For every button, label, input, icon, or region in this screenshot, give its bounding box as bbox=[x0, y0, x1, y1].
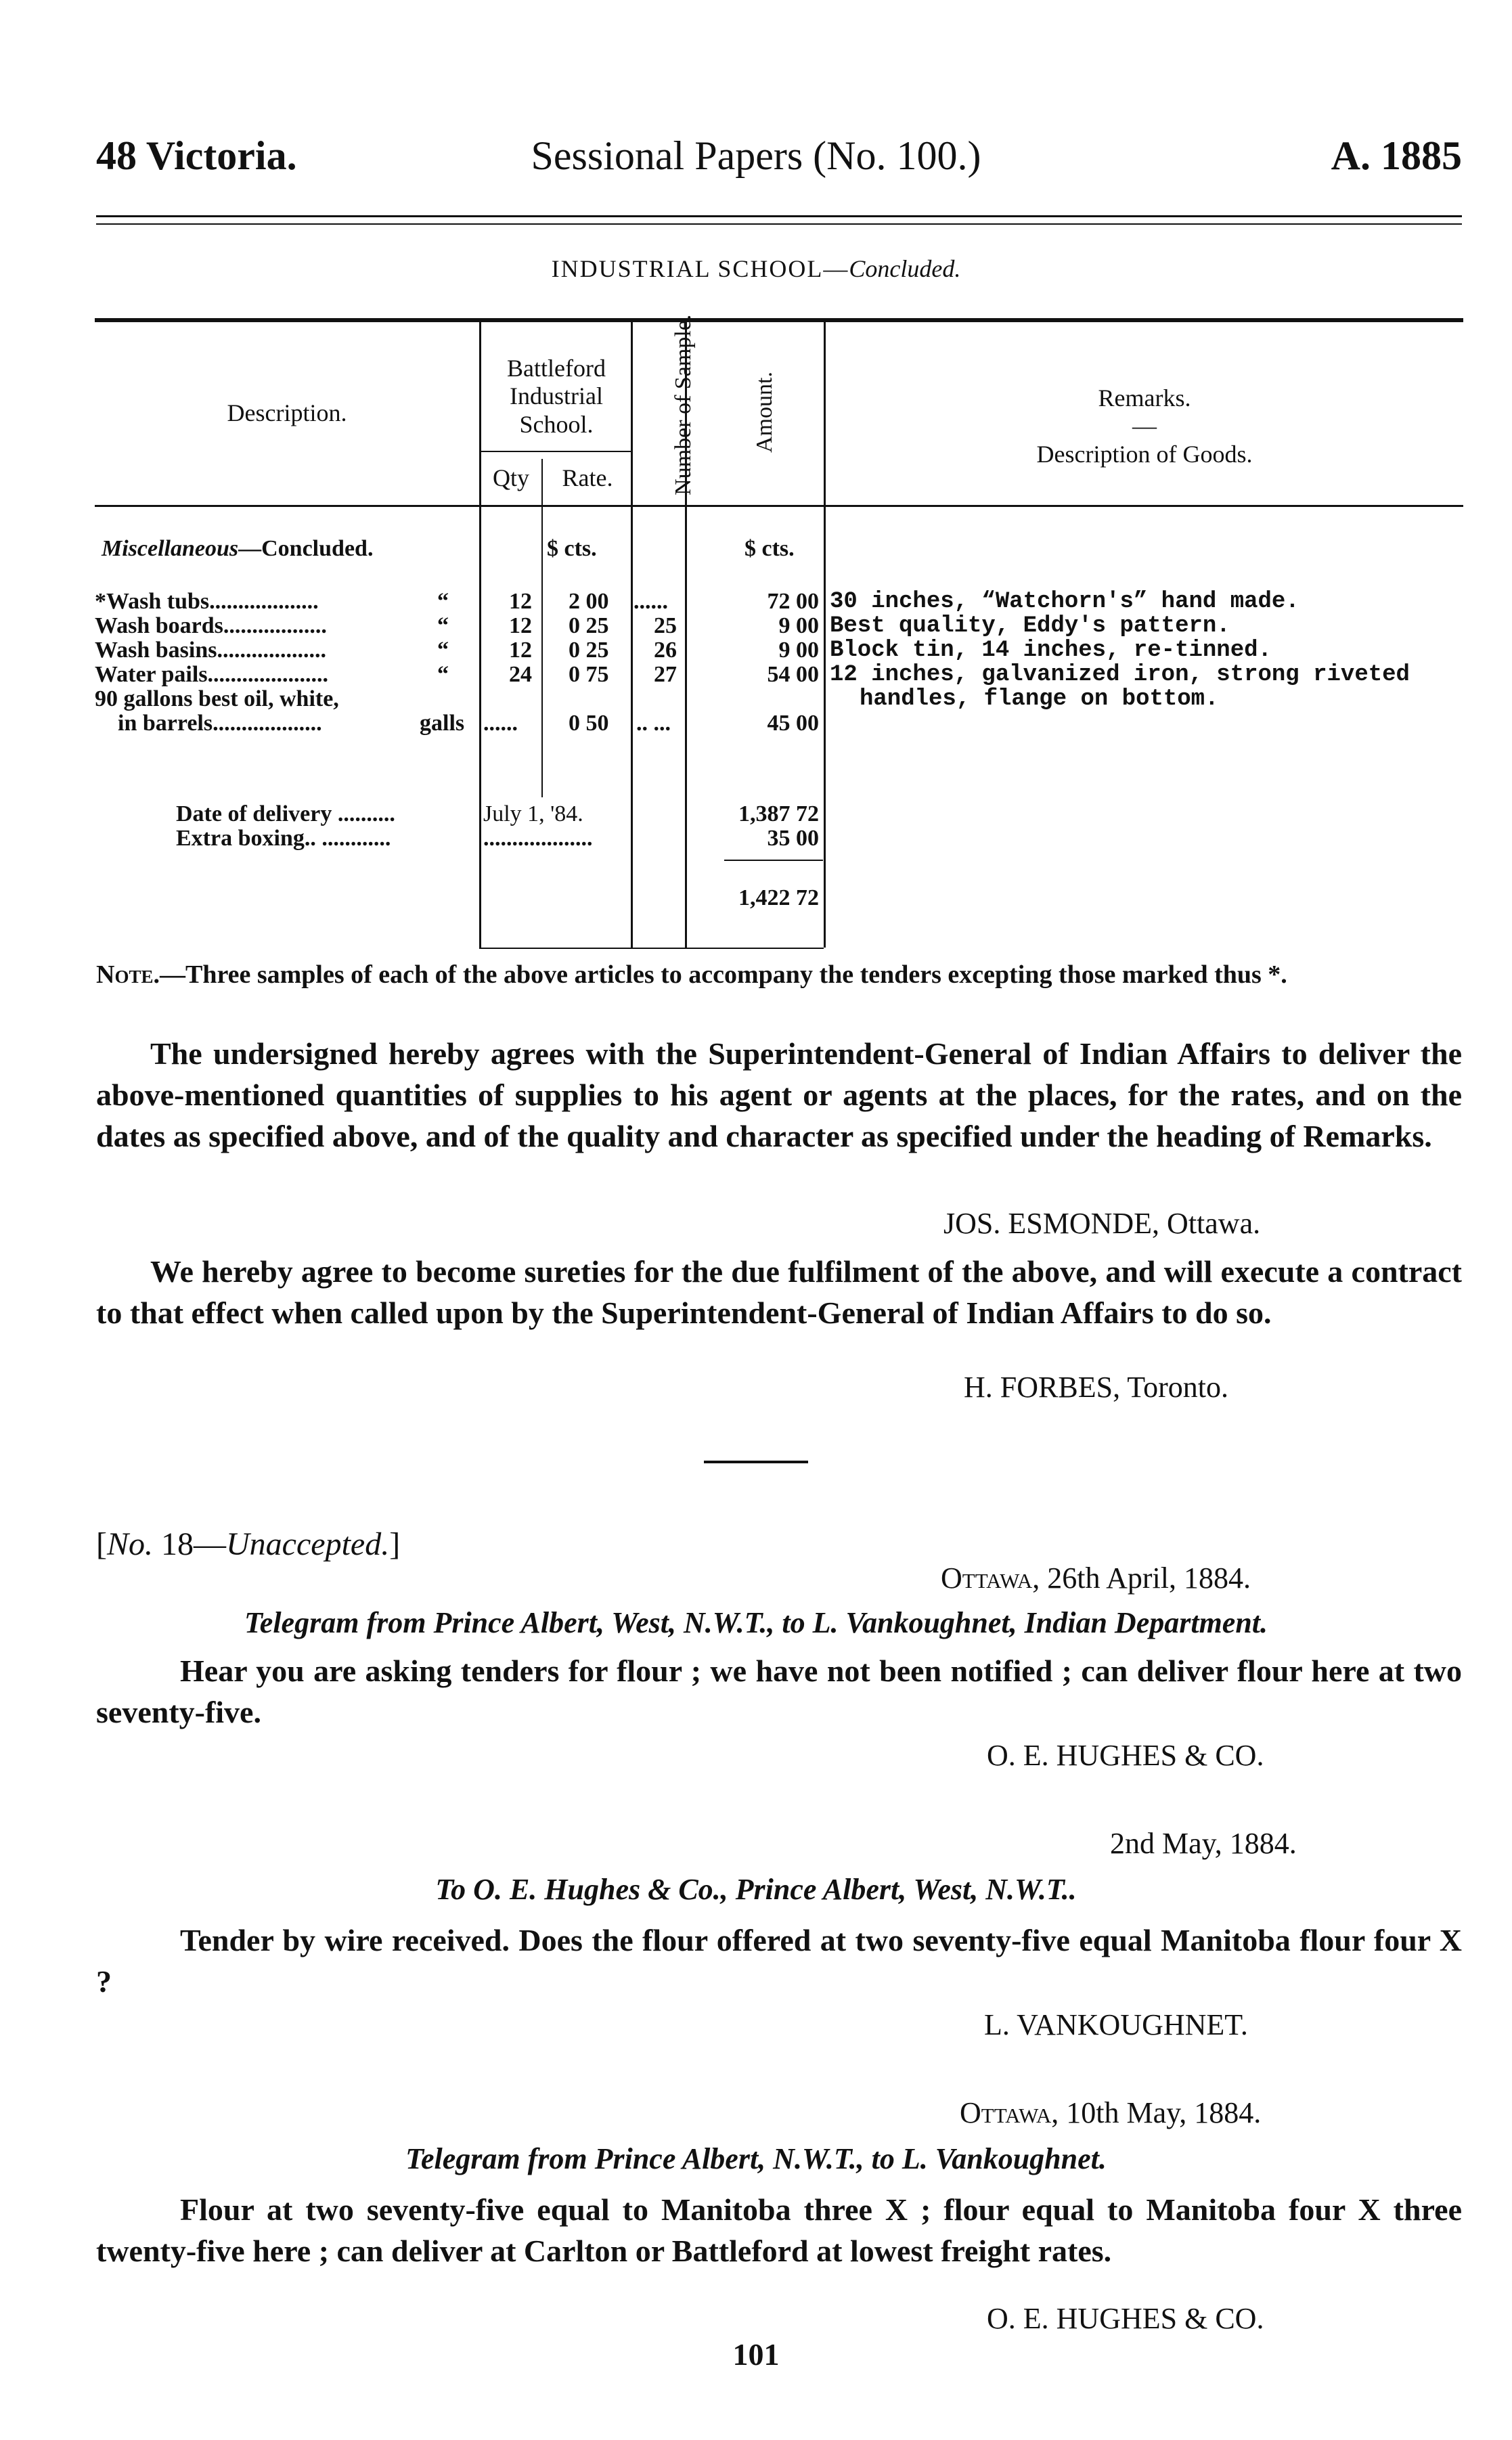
th-rate: Rate. bbox=[562, 464, 613, 491]
row-amount: 45 00 bbox=[767, 711, 819, 736]
supplies-table bbox=[95, 314, 1463, 954]
row-rate: 0 75 bbox=[569, 662, 609, 687]
row-sample: .. ... bbox=[636, 711, 671, 736]
agreement-paragraph: The undersigned hereby agrees with the Superintendent-General of Indian Affairs to deliver the above-mentioned quantities of supplies to his agent or agents at the places, for the rates, and on the dates as specified above, and of the quality and character as specified under the heading of Remarks. bbox=[96, 1036, 1462, 1154]
row-remarks: 12 inches, galvanized iron, strong riveted bbox=[830, 662, 1410, 688]
item-heading: [No. 18—Unaccepted.] bbox=[96, 1526, 401, 1562]
boxing-label: Extra boxing.. ............ bbox=[176, 826, 391, 851]
subhead-rule bbox=[479, 451, 631, 452]
col-rule bbox=[631, 322, 633, 948]
th-description: Description. bbox=[227, 399, 347, 426]
row-sample: 25 bbox=[654, 613, 677, 638]
table-top-rule bbox=[95, 318, 1463, 322]
telegram2-body: Tender by wire received. Does the flour offered at two seventy-five equal Manitoba flour four X ? bbox=[96, 1923, 1462, 1999]
th-sample: Number of Sample. bbox=[671, 314, 696, 495]
row-rate: 0 50 bbox=[569, 711, 609, 736]
header-bottom-rule bbox=[95, 505, 1463, 507]
telegram3-heading: Telegram from Prince Albert, N.W.T., to L. Vankoughnet. bbox=[405, 2142, 1107, 2175]
total-rule bbox=[724, 860, 823, 861]
row-amount: 54 00 bbox=[767, 662, 819, 687]
telegram3-date: Ottawa, 10th May, 1884. bbox=[960, 2096, 1262, 2129]
th-qty: Qty bbox=[493, 464, 529, 491]
delivery-value: July 1, '84. bbox=[483, 801, 583, 826]
header-rule-bottom bbox=[96, 223, 1462, 225]
telegram1-signature: O. E. HUGHES & CO. bbox=[987, 1739, 1264, 1772]
th-remarks: Remarks. — Description of Goods. bbox=[1036, 384, 1253, 468]
row-desc: 90 gallons best oil, white, bbox=[95, 686, 339, 711]
section-title: INDUSTRIAL SCHOOL—Concluded. bbox=[551, 255, 961, 282]
group-label: Miscellaneous—Concluded. bbox=[102, 536, 374, 561]
row-remarks: Best quality, Eddy's pattern. bbox=[830, 613, 1230, 639]
telegram1-date: Ottawa, 26th April, 1884. bbox=[941, 1561, 1251, 1595]
row-sample: 26 bbox=[654, 638, 677, 663]
row-unit: “ bbox=[437, 638, 449, 663]
delivery-label: Date of delivery .......... bbox=[176, 801, 395, 826]
section-divider bbox=[704, 1461, 808, 1463]
telegram2-date: 2nd May, 1884. bbox=[1110, 1827, 1297, 1860]
boxing-value: ................... bbox=[483, 826, 593, 851]
row-sample: 27 bbox=[654, 662, 677, 687]
telegram3-body: Flour at two seventy-five equal to Manitoba three X ; flour equal to Manitoba four X three twenty-five here ; can deliver at Carlton or Battleford at lowest freight rates. bbox=[96, 2192, 1462, 2269]
row-remarks: Block tin, 14 inches, re-tinned. bbox=[830, 638, 1272, 663]
telegram1-heading: Telegram from Prince Albert, West, N.W.T., to L. Vankoughnet, Indian Department. bbox=[244, 1606, 1268, 1639]
row-unit: “ bbox=[437, 589, 449, 614]
row-sample: ...... bbox=[633, 589, 668, 614]
row-qty: 12 bbox=[509, 589, 532, 614]
header-rule-top bbox=[96, 215, 1462, 217]
telegram1-body: Hear you are asking tenders for flour ; we have not been notified ; can deliver flour here at two seventy-five. bbox=[96, 1654, 1462, 1730]
sureties-paragraph: We hereby agree to become sureties for the due fulfilment of the above, and will execute a contract to that effect when called upon by the Superintendent-General of Indian Affairs to do so. bbox=[96, 1254, 1462, 1331]
row-unit: “ bbox=[437, 613, 449, 638]
row-qty: 12 bbox=[509, 638, 532, 663]
row-qty: 12 bbox=[509, 613, 532, 638]
table-note: Note.—Three samples of each of the above articles to accompany the tenders excepting those marked thus *. bbox=[96, 960, 1287, 989]
row-remarks: 30 inches, “Watchorn's” hand made. bbox=[830, 589, 1299, 615]
unit-amount: $ cts. bbox=[744, 536, 795, 561]
boxing-amount: 35 00 bbox=[767, 826, 819, 851]
row-amount: 9 00 bbox=[778, 613, 819, 638]
row-amount: 9 00 bbox=[778, 638, 819, 663]
telegram2-heading: To O. E. Hughes & Co., Prince Albert, West, N.W.T.. bbox=[435, 1873, 1077, 1906]
row-rate: 0 25 bbox=[569, 638, 609, 663]
table-total: 1,422 72 bbox=[738, 885, 819, 910]
row-remarks: handles, flange on bottom. bbox=[860, 686, 1219, 712]
th-amount: Amount. bbox=[752, 372, 777, 453]
row-desc: Wash boards.................. bbox=[95, 613, 327, 638]
row-qty: ...... bbox=[483, 711, 518, 736]
page-number: 101 bbox=[732, 2337, 780, 2372]
unit-rate: $ cts. bbox=[547, 536, 597, 561]
col-rule bbox=[479, 322, 481, 948]
row-unit: “ bbox=[437, 662, 449, 687]
signature-forbes: H. FORBES, Toronto. bbox=[964, 1371, 1228, 1404]
row-desc: *Wash tubs................... bbox=[95, 589, 319, 614]
table-bottom-rule bbox=[479, 948, 824, 949]
th-battleford: Battleford Industrial School. bbox=[507, 355, 606, 438]
row-rate: 0 25 bbox=[569, 613, 609, 638]
row-desc: Water pails..................... bbox=[95, 662, 329, 687]
col-rule bbox=[541, 459, 543, 797]
delivery-amount: 1,387 72 bbox=[738, 801, 819, 826]
row-qty: 24 bbox=[509, 662, 532, 687]
row-amount: 72 00 bbox=[767, 589, 819, 614]
row-desc: in barrels................... bbox=[118, 711, 322, 736]
row-rate: 2 00 bbox=[569, 589, 609, 614]
telegram3-signature: O. E. HUGHES & CO. bbox=[987, 2302, 1264, 2335]
header-left: 48 Victoria. bbox=[96, 133, 297, 178]
header-center: Sessional Papers (No. 100.) bbox=[531, 133, 981, 178]
row-desc: Wash basins................... bbox=[95, 638, 326, 663]
header-right: A. 1885 bbox=[1331, 133, 1462, 178]
telegram2-signature: L. VANKOUGHNET. bbox=[984, 2008, 1248, 2041]
row-unit: galls bbox=[420, 711, 465, 736]
signature-esmonde: JOS. ESMONDE, Ottawa. bbox=[943, 1207, 1261, 1240]
